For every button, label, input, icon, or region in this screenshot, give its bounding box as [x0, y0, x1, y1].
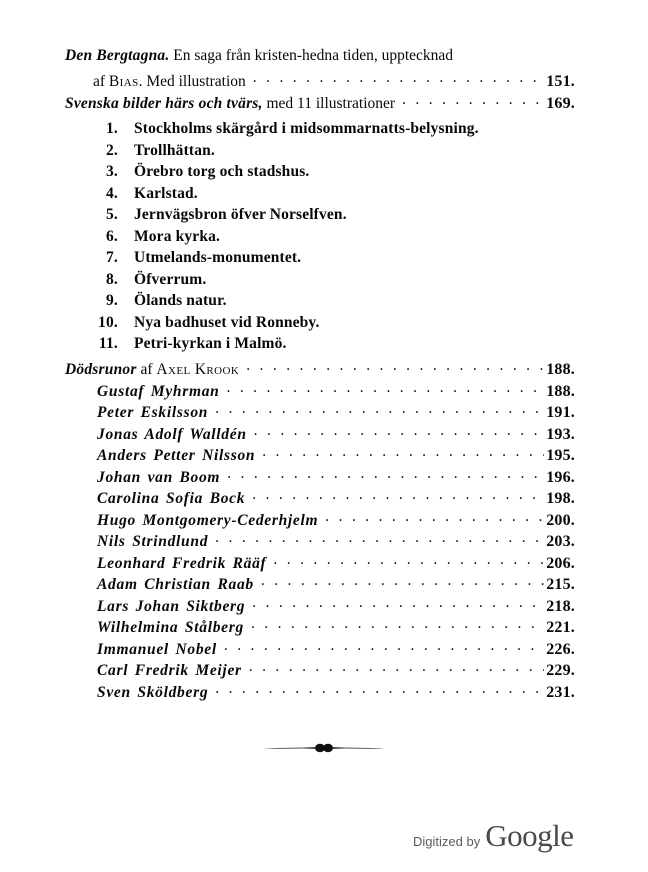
obituary-row: [97, 638, 575, 658]
obituary-name: Lars Johan Siktberg: [97, 597, 246, 615]
digitized-by-label: Digitized by: [413, 834, 481, 849]
obituary-row: [97, 681, 575, 701]
page-number: 221.: [546, 619, 575, 636]
list-item: [88, 272, 206, 288]
page-number: 226.: [546, 640, 575, 658]
obituary-row: [97, 488, 575, 508]
list-item-index: 5.: [105, 206, 118, 223]
page-number: 206.: [546, 554, 575, 572]
obituary-name: Leonhard Fredrik Rääf: [97, 554, 267, 572]
obituary-name: Immanuel Nobel: [97, 640, 217, 658]
toc-entry-continuation-text: [93, 74, 251, 90]
page-number: 203.: [546, 533, 575, 550]
leader-dots: [215, 681, 544, 697]
ornament-divider: [263, 741, 385, 755]
obituary-name: Wilhelmina Stålberg: [97, 619, 244, 636]
obituary-row: [97, 466, 575, 486]
obituary-row: [97, 574, 575, 594]
obituary-name: Carl Fredrik Meijer: [97, 662, 242, 679]
page-number: 229.: [546, 662, 575, 679]
toc-entry-subtitle: En saga från kristen-hedna tiden, upptecknad: [169, 47, 454, 64]
page-number: 169.: [546, 94, 575, 112]
obituary-heading-text: [65, 362, 244, 378]
list-item-label: Stockholms skärgård i midsommarnatts-belysning.: [134, 120, 479, 137]
leader-dots: [252, 595, 544, 611]
obituary-name: Gustaf Myhrman: [97, 382, 220, 400]
list-item-index: 10.: [98, 313, 118, 331]
toc-entry-line: [65, 92, 575, 112]
author-smallcaps: Bias: [108, 72, 139, 90]
leader-dots: [262, 445, 544, 461]
page-number: 218.: [546, 597, 575, 615]
toc-entry-text: [65, 96, 400, 112]
page-number: 188.: [546, 382, 575, 400]
leader-dots: [215, 531, 544, 547]
continuation-prefix: af: [93, 72, 109, 90]
page-number: 191.: [546, 404, 575, 421]
obituary-name: Sven Sköldberg: [97, 683, 209, 701]
page-number: 198.: [546, 490, 575, 507]
obituary-name: Adam Christian Raab: [97, 576, 254, 593]
list-item: [88, 293, 227, 309]
leader-dots: [227, 466, 544, 482]
obituary-row: [97, 552, 575, 572]
page-number: 195.: [546, 447, 575, 464]
leader-dots: [273, 552, 544, 568]
list-item: [88, 336, 287, 352]
list-item: [88, 121, 479, 137]
toc-entry-continuation-line: [93, 70, 575, 90]
leader-dots: [253, 70, 544, 86]
list-item-label: Öfverrum.: [134, 270, 207, 288]
list-item-index: 4.: [105, 184, 118, 202]
toc-entry-subtitle: med 11 illustrationer: [262, 94, 396, 112]
obituary-row: [97, 423, 575, 443]
obituary-row: [97, 617, 575, 637]
leader-dots: [215, 402, 544, 418]
list-item-label: Örebro torg och stadshus.: [134, 163, 310, 180]
list-item-index: 11.: [98, 335, 118, 352]
obituary-row: [97, 531, 575, 551]
list-item-index: 2.: [105, 141, 118, 159]
leader-dots: [224, 638, 544, 654]
list-item: [88, 164, 309, 180]
leader-dots: [261, 574, 544, 590]
list-item: [88, 207, 347, 223]
page-number: 200.: [546, 511, 575, 529]
author-smallcaps: Axel Krook: [156, 360, 240, 378]
obituary-row: [97, 660, 575, 680]
list-item-index: 3.: [105, 163, 118, 180]
page-number: 215.: [546, 576, 575, 593]
obituary-row: [97, 402, 575, 422]
list-item: [88, 143, 215, 159]
page-number: 193.: [546, 425, 575, 443]
obituary-row: [97, 595, 575, 615]
google-watermark: [413, 818, 573, 854]
toc-entry-title: Den Bergtagna.: [65, 47, 170, 64]
obituary-name: Carolina Sofia Bock: [97, 490, 246, 507]
obituary-name: Anders Petter Nilsson: [97, 447, 256, 464]
page-number: 188.: [546, 360, 575, 378]
list-item: [88, 315, 320, 331]
page-number: 151.: [546, 72, 575, 90]
obituary-name: Hugo Montgomery-Cederhjelm: [97, 511, 319, 529]
obituary-row: [97, 445, 575, 465]
list-item-index: 6.: [105, 227, 118, 245]
leader-dots: [249, 660, 544, 676]
list-item: [88, 250, 301, 266]
toc-entry-title: Svenska bilder härs och tvärs,: [65, 94, 263, 112]
obituary-name: Peter Eskilsson: [97, 404, 209, 421]
obituary-row: [97, 509, 575, 529]
obituary-section-heading: [65, 358, 575, 378]
list-item: [88, 229, 220, 245]
page-number: 196.: [546, 468, 575, 486]
list-item-label: Jernvägsbron öfver Norselfven.: [134, 206, 347, 223]
leader-dots: [402, 92, 544, 108]
leader-dots: [252, 488, 544, 504]
google-wordmark: Google: [485, 818, 574, 853]
obituary-name: Nils Strindlund: [97, 533, 209, 550]
obituary-heading-prefix: af: [136, 360, 157, 378]
leader-dots: [246, 358, 544, 374]
obituary-row: [97, 380, 575, 400]
obituary-heading-title: Dödsrunor: [65, 360, 137, 378]
list-item-label: Ölands natur.: [134, 292, 227, 309]
obituary-name: Jonas Adolf Walldén: [97, 425, 247, 443]
list-item-label: Karlstad.: [134, 184, 198, 202]
list-item-index: 1.: [105, 120, 118, 137]
toc-entry-title-line: [65, 48, 453, 64]
list-item-label: Mora kyrka.: [134, 227, 221, 245]
list-item-index: 7.: [105, 249, 118, 266]
leader-dots: [325, 509, 544, 525]
list-item-label: Nya badhuset vid Ronneby.: [134, 313, 320, 331]
list-item-label: Utmelands-monumentet.: [134, 249, 302, 266]
leader-dots: [226, 380, 544, 396]
continuation-suffix: . Med illustration: [138, 72, 246, 90]
list-item-index: 9.: [105, 292, 118, 309]
list-item-label: Trollhättan.: [134, 141, 215, 159]
leader-dots: [254, 423, 545, 439]
list-item: [88, 186, 198, 202]
obituary-name: Johan van Boom: [97, 468, 221, 486]
list-item-label: Petri-kyrkan i Malmö.: [134, 335, 287, 352]
leader-dots: [251, 617, 544, 633]
list-item-index: 8.: [105, 270, 118, 288]
page-number: 231.: [546, 683, 575, 701]
